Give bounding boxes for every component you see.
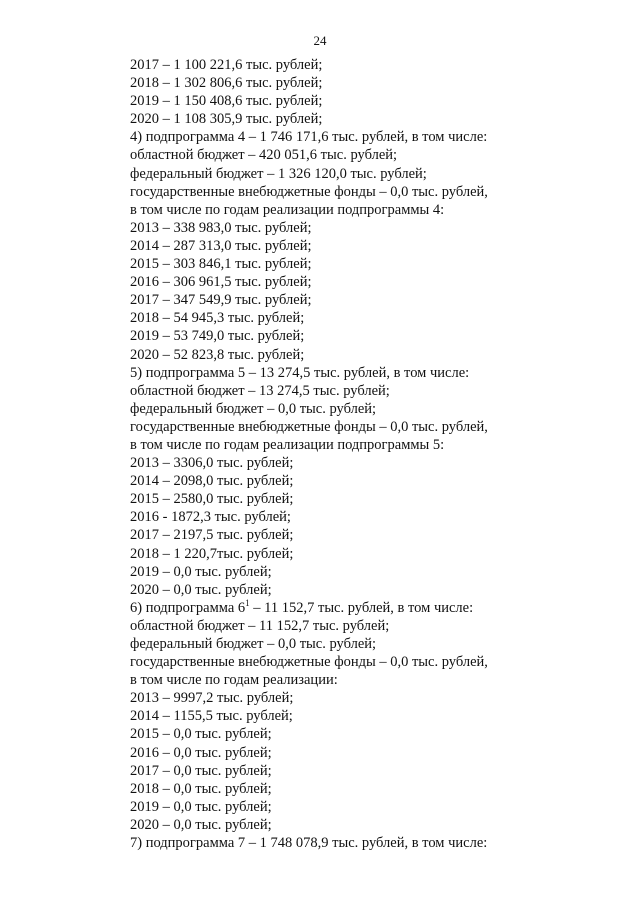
text-line: 2020 – 0,0 тыс. рублей; bbox=[130, 581, 272, 598]
text-line: 2016 – 0,0 тыс. рублей; bbox=[130, 744, 272, 761]
text-line: 2018 – 1 220,7тыс. рублей; bbox=[130, 545, 294, 562]
text-line: 2018 – 0,0 тыс. рублей; bbox=[130, 780, 272, 797]
text-line: в том числе по годам реализации подпрограммы 4: bbox=[130, 201, 445, 218]
text-line: областной бюджет – 420 051,6 тыс. рублей; bbox=[130, 147, 398, 164]
text-line: государственные внебюджетные фонды – 0,0 тыс. рублей, bbox=[130, 183, 488, 200]
text-line: 2018 – 1 302 806,6 тыс. рублей; bbox=[130, 75, 323, 92]
text-line: 2013 – 3306,0 тыс. рублей; bbox=[130, 455, 294, 472]
subprogram-6-label: 6) подпрограмма 6 bbox=[130, 599, 246, 616]
text-line: 2020 – 0,0 тыс. рублей; bbox=[130, 816, 272, 833]
text-line: 2020 – 1 108 305,9 тыс. рублей; bbox=[130, 111, 323, 128]
text-line: 2014 – 287 313,0 тыс. рублей; bbox=[130, 237, 312, 254]
text-line: 2015 – 2580,0 тыс. рублей; bbox=[130, 491, 294, 508]
subprogram-6-heading bbox=[130, 599, 610, 617]
text-line: государственные внебюджетные фонды – 0,0 тыс. рублей, bbox=[130, 654, 488, 671]
document-body bbox=[130, 56, 610, 852]
text-line: областной бюджет – 11 152,7 тыс. рублей; bbox=[130, 617, 390, 634]
superscript-mark: 1 bbox=[245, 597, 250, 608]
text-line: федеральный бюджет – 1 326 120,0 тыс. рублей; bbox=[130, 165, 427, 182]
text-line: областной бюджет – 13 274,5 тыс. рублей; bbox=[130, 382, 390, 399]
text-line: в том числе по годам реализации подпрограммы 5: bbox=[130, 436, 445, 453]
text-line: государственные внебюджетные фонды – 0,0 тыс. рублей, bbox=[130, 418, 488, 435]
text-line: 2019 – 0,0 тыс. рублей; bbox=[130, 563, 272, 580]
text-line: 2016 – 306 961,5 тыс. рублей; bbox=[130, 274, 312, 291]
text-line: 2014 – 1155,5 тыс. рублей; bbox=[130, 708, 293, 725]
text-line: в том числе по годам реализации: bbox=[130, 672, 338, 689]
text-line: 2019 – 53 749,0 тыс. рублей; bbox=[130, 328, 305, 345]
text-line: 2017 – 1 100 221,6 тыс. рублей; bbox=[130, 57, 323, 73]
text-line: 2016 - 1872,3 тыс. рублей; bbox=[130, 509, 291, 526]
subprogram-5-heading: 5) подпрограмма 5 – 13 274,5 тыс. рублей, в том числе: bbox=[130, 364, 470, 381]
text-line: 2018 – 54 945,3 тыс. рублей; bbox=[130, 310, 305, 327]
text-line: федеральный бюджет – 0,0 тыс. рублей; bbox=[130, 636, 377, 652]
subprogram-6-amount: – 11 152,7 тыс. рублей, в том числе: bbox=[249, 599, 474, 616]
text-line: 2019 – 0,0 тыс. рублей; bbox=[130, 798, 272, 815]
text-line: 2015 – 0,0 тыс. рублей; bbox=[130, 726, 272, 743]
text-line: 2013 – 338 983,0 тыс. рублей; bbox=[130, 219, 312, 236]
text-line: 2020 – 52 823,8 тыс. рублей; bbox=[130, 346, 305, 363]
text-line: 2017 – 347 549,9 тыс. рублей; bbox=[130, 292, 312, 309]
text-line: 2014 – 2098,0 тыс. рублей; bbox=[130, 473, 294, 490]
text-line: 2019 – 1 150 408,6 тыс. рублей; bbox=[130, 93, 323, 110]
text-line: федеральный бюджет – 0,0 тыс. рублей; bbox=[130, 400, 377, 417]
text-line: 2013 – 9997,2 тыс. рублей; bbox=[130, 690, 294, 707]
subprogram-7-heading: 7) подпрограмма 7 – 1 748 078,9 тыс. рублей, в том числе: bbox=[130, 835, 488, 852]
text-line: 2015 – 303 846,1 тыс. рублей; bbox=[130, 256, 312, 273]
text-line: 2017 – 2197,5 тыс. рублей; bbox=[130, 527, 294, 544]
subprogram-4-heading: 4) подпрограмма 4 – 1 746 171,6 тыс. рублей, в том числе: bbox=[130, 129, 488, 146]
page-number: 24 bbox=[313, 33, 327, 48]
text-line: 2017 – 0,0 тыс. рублей; bbox=[130, 762, 272, 779]
